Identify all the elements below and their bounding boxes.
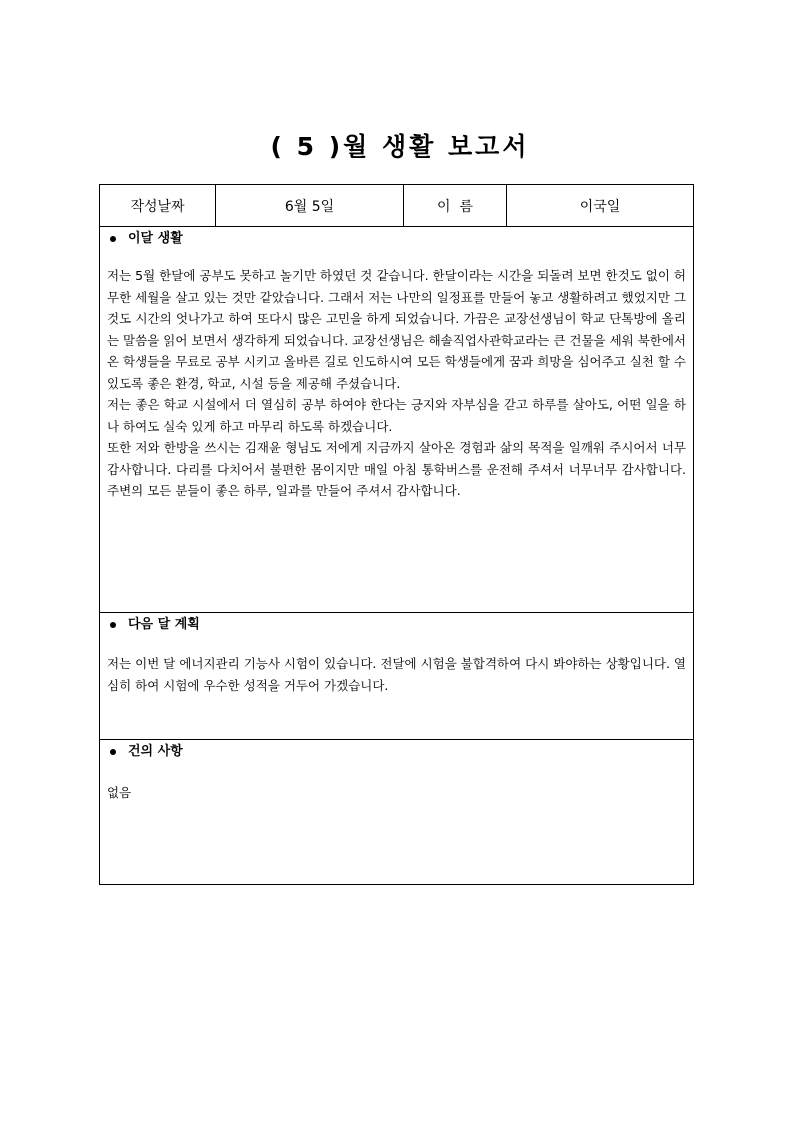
report-title: ( 5 )월 생활 보고서: [270, 132, 530, 161]
section-suggestions: [100, 740, 693, 884]
header-row: [100, 185, 693, 227]
section-heading-next-month: [107, 615, 686, 635]
section-this-month: [100, 227, 693, 613]
bullet-icon: [110, 236, 116, 242]
bullet-icon: [110, 622, 116, 628]
suggestions-text: 없음: [107, 785, 132, 800]
section-next-month: [100, 613, 693, 740]
name-value: 이국일: [579, 198, 621, 215]
report-table: [99, 184, 694, 885]
suggestions-heading: 건의 사항: [128, 744, 183, 759]
this-month-paragraph-2: 저는 좋은 학교 시설에서 더 열심히 공부 하여야 한다는 긍지와 자부심을 갇고 하루를 살아도, 어떤 일을 하나 하여도 실숙 있게 하고 마무리 하도록 하겠습니다.: [107, 397, 686, 434]
name-label: [404, 185, 507, 226]
date-value: 6월 5일: [216, 185, 404, 226]
this-month-paragraph-1: 저는 5월 한달에 공부도 못하고 놀기만 하였던 것 같습니다. 한달이라는 시간을 되돌려 보면 한것도 없이 허무한 세월을 살고 있는 것만 같았습니다. 그래서 저는 나만의 일정표를 만들어 놓고 생활하려고 했었지만 그것도 시간의 엇나가고 하여 또다시 많은 고민을 하게 되었습니다. 가끔은 교장선생님이 학교 단톡방에 올리는 말씀을 읽어 보면서 생각하게 되었습니다. 교장선생님은 해솔직업사관학교라는 큰 건물을 세워 북한에서 온 학생들을 무료로 공부 시키고 올바른 길로 인도하시여 모든 학생들에게 꿈과 희망을 심어주고 실천 할 수 있도록 좋은 환경, 학교, 시설 등을 제공해 주셨습니다.: [107, 268, 686, 391]
bullet-icon: [110, 749, 116, 755]
this-month-paragraph-3: 또한 저와 한방을 쓰시는 김재윤 형님도 저에게 지금까지 살아온 경험과 삶의 목적을 일깨워 주시어서 너무 감사합니다. 다리를 다치어서 불편한 몸이지만 매일 아침 통학버스를 운전해 주셔서 너무너무 감사합니다. 주변의 모든 분들이 좋은 하루, 일과를 만들어 주셔서 감사합니다.: [107, 440, 686, 498]
section-heading-this-month: [107, 229, 686, 249]
next-month-text: 저는 이번 달 에너지관리 기능사 시험이 있습니다. 전달에 시험을 불합격하여 다시 봐야하는 상황입니다. 열심히 하여 시험에 우수한 성적을 거두어 가겠습니다.: [107, 656, 686, 693]
this-month-heading: 이달 생활: [128, 231, 183, 246]
next-month-heading: 다음 달 계획: [128, 617, 200, 632]
name-label-text: 이 름: [437, 198, 473, 215]
section-heading-suggestions: [107, 742, 686, 762]
date-label: 작성날짜: [100, 185, 216, 226]
